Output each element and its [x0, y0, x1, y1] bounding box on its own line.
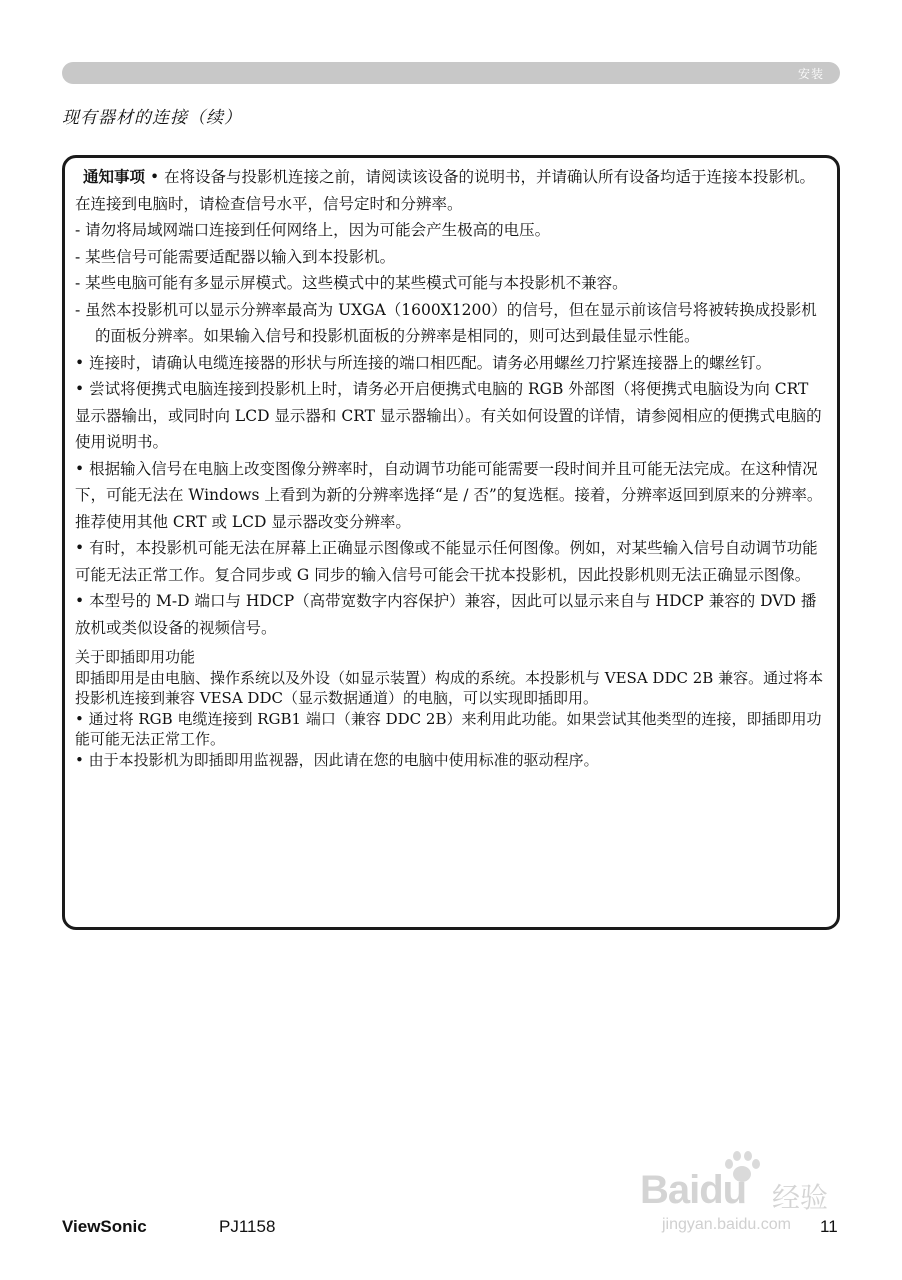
- bullet-item: • 有时，本投影机可能无法在屏幕上正确显示图像或不能显示任何图像。例如，对某些输入信号自动调节功能可能无法正常工作。复合同步或 G 同步的输入信号可能会干扰本投影机，因此投影机则无法正确显示图像。: [75, 539, 818, 584]
- page-number: 11: [820, 1217, 838, 1236]
- notice-intro-text: • 在将设备与投影机连接之前，请阅读该设备的说明书，并请确认所有设备均适于连接本投影机。在连接到电脑时，请检查信号水平，信号定时和分辨率。: [75, 168, 816, 213]
- dash-item: - 某些电脑可能有多显示屏模式。这些模式中的某些模式可能与本投影机不兼容。: [75, 274, 628, 292]
- dash-item: - 虽然本投影机可以显示分辨率最高为 UXGA（1600X1200）的信号，但在显示前该信号将被转换成投影机的面板分辨率。如果输入信号和投影机面板的分辨率是相同的，则可达到最佳显示性能。: [75, 300, 817, 345]
- dash-item: - 某些信号可能需要适配器以输入到本投影机。: [75, 247, 396, 266]
- notice-box: [62, 155, 840, 930]
- plug-and-play-title: 关于即插即用功能: [75, 648, 196, 666]
- baidu-watermark: [640, 1150, 840, 1240]
- plug-and-play-section: [75, 647, 827, 770]
- watermark-logo: Baidu: [640, 1168, 747, 1212]
- bullet-item: • 根据输入信号在电脑上改变图像分辨率时，自动调节功能可能需要一段时间并且可能无法完成。在这种情况下，可能无法在 Windows 上看到为新的分辨率选择“是 / 否”的复选框。接着，分辨率返回到原来的分辨率。推荐使用其他 CRT 或 LCD 显示器改变分辨率。: [75, 459, 823, 531]
- page-title: 现有器材的连接（续）: [62, 108, 242, 128]
- notice-label: 通知事项: [83, 168, 146, 186]
- section-label: 安装: [797, 67, 824, 81]
- notice-intro: [75, 164, 827, 217]
- plug-and-play-bullet: • 由于本投影机为即插即用监视器，因此请在您的电脑中使用标准的驱动程序。: [75, 750, 599, 769]
- bullet-item: • 连接时，请确认电缆连接器的形状与所连接的端口相匹配。请务必用螺丝刀拧紧连接器上的螺丝钉。: [75, 353, 772, 372]
- plug-and-play-bullet: • 通过将 RGB 电缆连接到 RGB1 端口（兼容 DDC 2B）来利用此功能。如果尝试其他类型的连接，即插即用功能可能无法正常工作。: [75, 709, 822, 748]
- notice-text: [75, 164, 827, 641]
- footer-brand: ViewSonic: [62, 1217, 147, 1236]
- watermark-logo-cn: 经验: [772, 1181, 829, 1214]
- dash-item: - 请勿将局域网端口连接到任何网络上，因为可能会产生极高的电压。: [75, 221, 551, 239]
- watermark-url: jingyan.baidu.com: [662, 1216, 791, 1233]
- bullet-item: • 本型号的 M-D 端口与 HDCP（高带宽数字内容保护）兼容，因此可以显示来自与 HDCP 兼容的 DVD 播放机或类似设备的视频信号。: [75, 592, 817, 637]
- bullet-item: • 尝试将便携式电脑连接到投影机上时，请务必开启便携式电脑的 RGB 外部图（将便携式电脑设为向 CRT 显示器输出，或同时向 LCD 显示器和 CRT 显示器输出）。有关如何设置的详情，请参阅相应的便携式电脑的使用说明书。: [75, 380, 822, 451]
- footer-model: PJ1158: [219, 1217, 276, 1236]
- header-bar: [62, 62, 840, 84]
- plug-and-play-intro: 即插即用是由电脑、操作系统以及外设（如显示装置）构成的系统。本投影机与 VESA DDC 2B 兼容。通过将本投影机连接到兼容 VESA DDC（显示数据通道）的电脑，可以实现即插即用。: [75, 668, 824, 707]
